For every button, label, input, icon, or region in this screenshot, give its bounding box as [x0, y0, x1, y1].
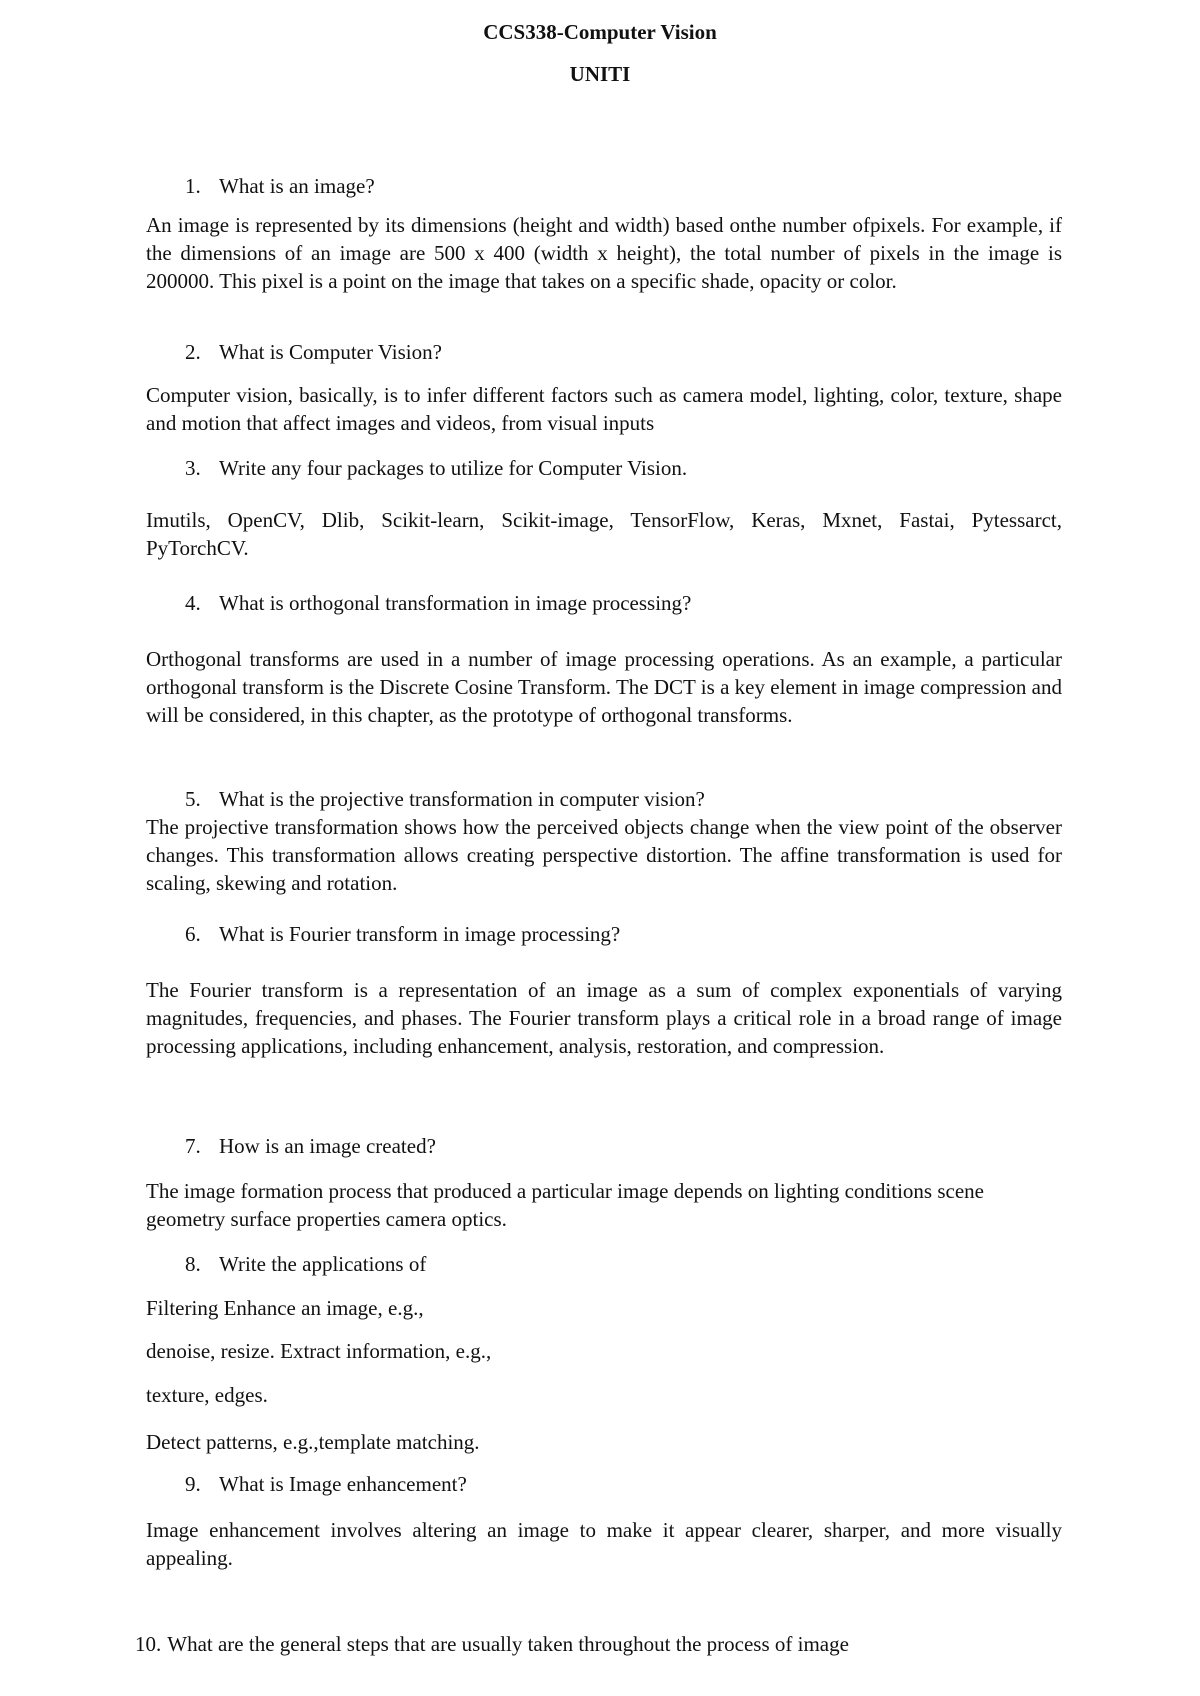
answer-7: The image formation process that produced a particular image depends on lighting conditions scene geometry surface properties camera optics.: [146, 1179, 984, 1231]
question-2: [185, 340, 442, 365]
question-text: What is an image?: [219, 174, 375, 198]
question-6: [185, 922, 620, 947]
question-text: What is Fourier transform in image processing?: [219, 922, 621, 946]
question-4: [185, 591, 691, 616]
question-number: 4.: [185, 591, 201, 615]
answer-8-line-4: Detect patterns, e.g.,template matching.: [146, 1430, 480, 1454]
question-1: [185, 174, 375, 199]
answer-1: An image is represented by its dimensions (height and width) based onthe number ofpixels. For example, if the dimensions of an image are 500 x 400 (width x height), the total number of pixels in the image is 200000. This pixel is a point on the image that takes on a specific shade, opacity or color.: [146, 213, 1062, 293]
answer-8-line-1: Filtering Enhance an image, e.g.,: [146, 1296, 424, 1320]
question-number: 1.: [185, 174, 201, 198]
question-number: 8.: [185, 1252, 201, 1276]
question-10: [135, 1632, 849, 1657]
question-text: What is the projective transformation in computer vision?: [219, 787, 705, 811]
question-number: 2.: [185, 340, 201, 364]
answer-4: Orthogonal transforms are used in a number of image processing operations. As an example, a particular orthogonal transform is the Discrete Cosine Transform. The DCT is a key element in image compression and will be considered, in this chapter, as the prototype of orthogonal transforms.: [146, 647, 1062, 727]
question-number: 9.: [185, 1472, 201, 1496]
question-text: What are the general steps that are usually taken throughout the process of image: [167, 1632, 849, 1656]
answer-8-line-3: texture, edges.: [146, 1383, 268, 1407]
course-title: CCS338-Computer Vision: [483, 20, 717, 44]
question-number: 3.: [185, 456, 201, 480]
question-number: 5.: [185, 787, 201, 811]
question-number: 6.: [185, 922, 201, 946]
answer-5: The projective transformation shows how the perceived objects change when the view point of the observer changes. This transformation allows creating perspective distortion. The affine transformation is used for scaling, skewing and rotation.: [146, 815, 1062, 895]
question-9: [185, 1472, 467, 1497]
answer-6: The Fourier transform is a representation of an image as a sum of complex exponentials of varying magnitudes, frequencies, and phases. The Fourier transform plays a critical role in a broad range of image processing applications, including enhancement, analysis, restoration, and compression.: [146, 978, 1062, 1058]
question-text: How is an image created?: [219, 1134, 436, 1158]
question-number: 10.: [135, 1632, 162, 1656]
question-7: [185, 1134, 436, 1159]
question-text: What is Computer Vision?: [219, 340, 442, 364]
answer-9: Image enhancement involves altering an image to make it appear clearer, sharper, and more visually appealing.: [146, 1518, 1062, 1570]
question-number: 7.: [185, 1134, 201, 1158]
question-text: What is Image enhancement?: [219, 1472, 467, 1496]
answer-2: Computer vision, basically, is to infer different factors such as camera model, lighting, color, texture, shape and motion that affect images and videos, from visual inputs: [146, 383, 1062, 435]
question-8: [185, 1252, 426, 1277]
question-5: [185, 787, 705, 812]
answer-8-line-2: denoise, resize. Extract information, e.g.,: [146, 1339, 492, 1363]
question-text: Write the applications of: [219, 1252, 427, 1276]
question-text: What is orthogonal transformation in image processing?: [219, 591, 692, 615]
question-text: Write any four packages to utilize for Computer Vision.: [219, 456, 688, 480]
question-3: [185, 456, 687, 481]
unit-title: UNITI: [569, 62, 631, 86]
answer-3: Imutils, OpenCV, Dlib, Scikit-learn, Scikit-image, TensorFlow, Keras, Mxnet, Fastai, Pytessarct, PyTorchCV.: [146, 508, 1062, 560]
